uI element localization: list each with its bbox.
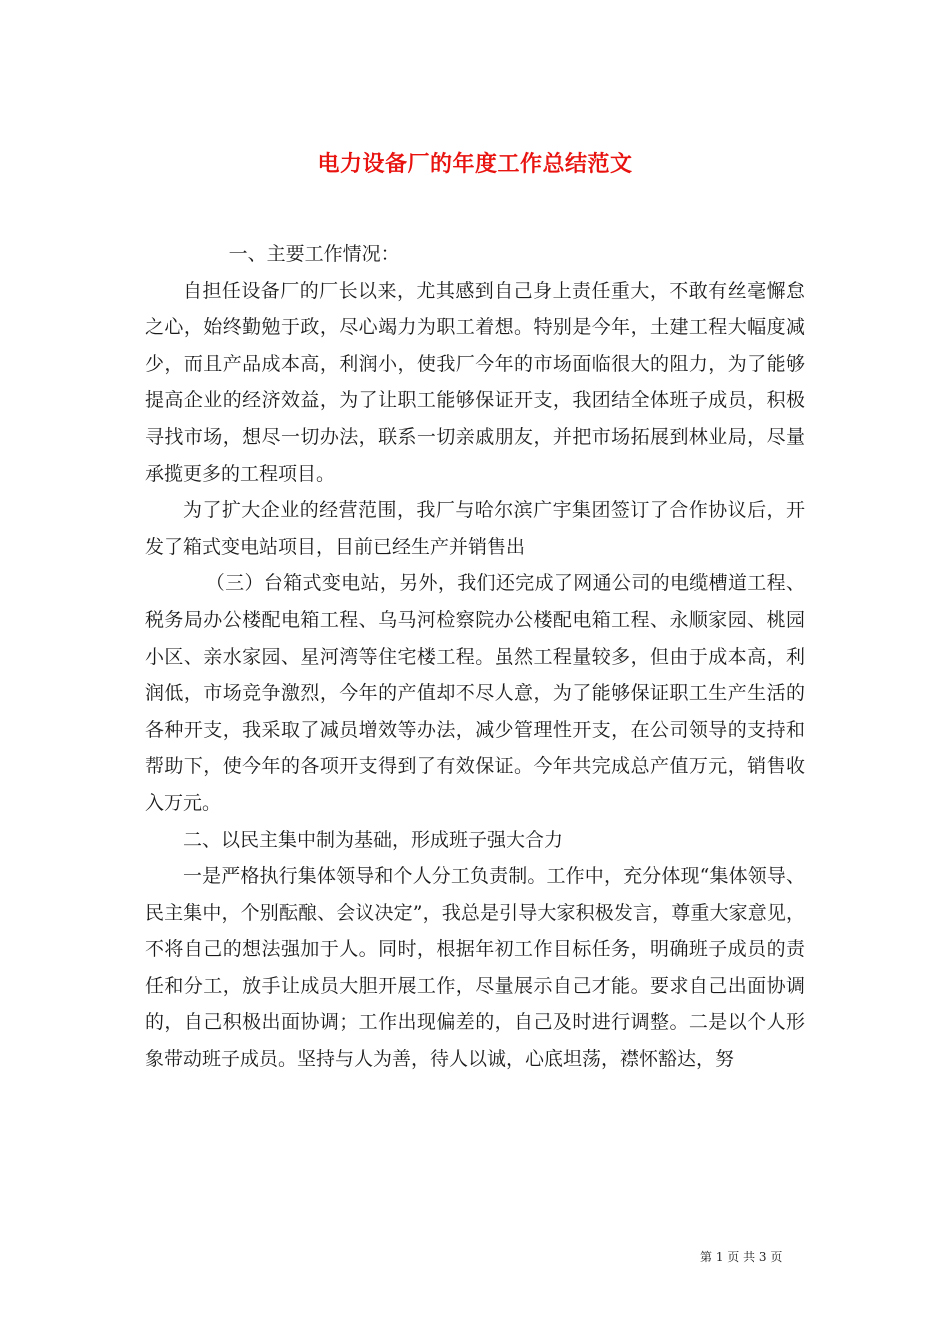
section-heading-2: 二、以民主集中制为基础，形成班子强大合力 [183, 828, 564, 851]
paragraph-4: 一是严格执行集体领导和个人分工负责制。工作中，充分体现“集体领导、民主集中，个别酝酿、会议决定”，我总是引导大家积极发言，尊重大家意见，不将自己的想法强加于人。同时，根据年初工作目标任务，明确班子成员的责任和分工，放手让成员大胆开展工作，尽量展示自己才能。要求自己出面协调的，自己积极出面协调；工作出现偏差的，自己及时进行调整。二是以个人形象带动班子成员。坚持与人为善，待人以诚，心底坦荡，襟怀豁达，努 [145, 865, 805, 1071]
document-title: 电力设备厂的年度工作总结范文 [317, 150, 633, 177]
page-number: 第 1 页 共 3 页 [700, 1250, 783, 1264]
paragraph-3: （三）台箱式变电站，另外，我们还完成了网通公司的电缆槽道工程、税务局办公楼配电箱工程、乌马河检察院办公楼配电箱工程、永顺家园、桃园小区、亲水家园、星河湾等住宅楼工程。虽然工程量较多，但由于成本高，利润低，市场竞争激烈，今年的产值却不尽人意，为了能够保证职工生产生活的各种开支，我采取了减员增效等办法，减少管理性开支，在公司领导的支持和帮助下，使今年的各项开支得到了有效保证。今年共完成总产值万元，销售收入万元。 [145, 572, 805, 814]
section-heading-1: 一、主要工作情况： [228, 243, 400, 265]
paragraph-2: 为了扩大企业的经营范围，我厂与哈尔滨广宇集团签订了合作协议后，开发了箱式变电站项目，目前已经生产并销售出 [145, 499, 805, 558]
document-body [145, 236, 805, 1078]
paragraph-1: 自担任设备厂的厂长以来，尤其感到自己身上责任重大，不敢有丝毫懈怠之心，始终勤勉于政，尽心竭力为职工着想。特别是今年，土建工程大幅度减少，而且产品成本高，利润小，使我厂今年的市场面临很大的阻力，为了能够提高企业的经济效益，为了让职工能够保证开支，我团结全体班子成员，积极寻找市场，想尽一切办法，联系一切亲戚朋友，并把市场拓展到林业局，尽量承揽更多的工程项目。 [145, 279, 805, 485]
